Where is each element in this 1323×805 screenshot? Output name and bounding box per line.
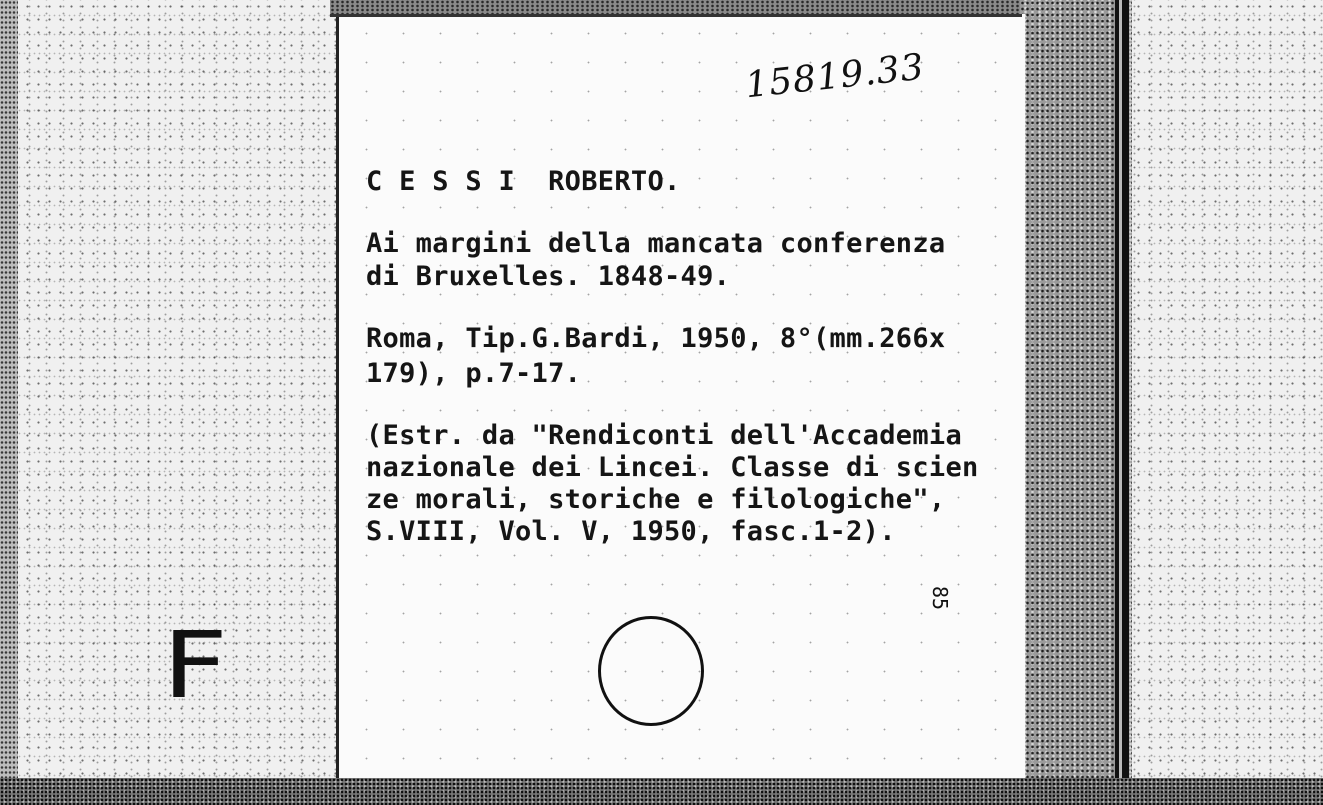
scan-right-bar-inner (1119, 0, 1122, 805)
card-imprint-line-2: 179), p.7-17. (366, 358, 582, 389)
card-note-line-1: (Estr. da "Rendiconti dell'Accademia (366, 420, 962, 451)
card-note-line-3: ze morali, storiche e filologiche", (366, 484, 946, 515)
scan-top-band (330, 0, 1030, 14)
card-note-line-4: S.VIII, Vol. V, 1950, fasc.1-2). (366, 516, 896, 547)
card-note-line-2: nazionale dei Lincei. Classe di scien (366, 452, 979, 483)
scan-bottom-band (0, 778, 1323, 805)
margin-letter-mark: F (162, 612, 229, 719)
card-title-line-1: Ai margini della mancata conferenza (366, 228, 946, 259)
card-author: C E S S I ROBERTO. (366, 166, 681, 197)
punch-hole (598, 616, 704, 726)
card-title-line-2: di Bruxelles. 1848-49. (366, 261, 731, 292)
card-side-number: 85 (928, 586, 952, 611)
scan-left-edge (0, 0, 18, 805)
shelfmark-handwritten: 15819.33 (743, 46, 927, 107)
scan-right-bar (1115, 0, 1129, 805)
card-top-edge (330, 14, 1022, 17)
card-imprint-line-1: Roma, Tip.G.Bardi, 1950, 8°(mm.266x (366, 323, 946, 354)
